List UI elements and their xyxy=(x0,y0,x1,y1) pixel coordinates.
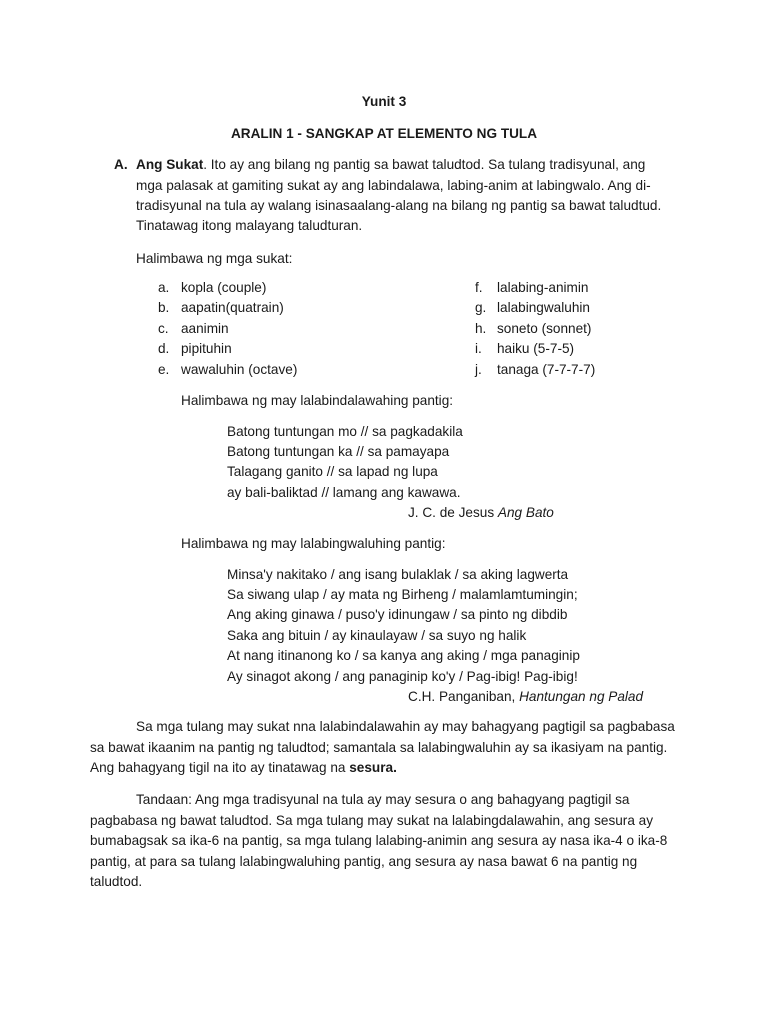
poem-line: Minsa'y nakitako / ang isang bulaklak / sa aking lagwerta xyxy=(227,567,569,582)
poem-line: Batong tuntungan ka // sa pamayapa xyxy=(227,444,450,459)
poem-line: Talagang ganito // sa lapad ng lupa xyxy=(227,464,438,479)
section-intro-line: tradisyunal na tula ay walang isinasaalang-alang na bilang ng pantig sa bawat taludtud. xyxy=(136,198,662,213)
list-item: aapatin(quatrain) xyxy=(181,300,284,315)
poem1-attribution xyxy=(408,503,554,524)
list-item-letter: d. xyxy=(158,341,170,356)
paragraph-line: pantig, at para sa tulang lalabingwaluhing pantig, ang sesura ay nasa bawat 6 na pantig ng xyxy=(90,854,638,869)
poem-work-title: Hantungan ng Palad xyxy=(519,689,644,704)
paragraph-line: taludtod. xyxy=(90,874,143,889)
paragraph-line: Sa mga tulang may sukat nna lalabindalawahin ay may bahagyang pagtigil sa pagbabasa xyxy=(136,719,675,734)
poem-line: Saka ang bituin / ay kinaulayaw / sa suyo ng halik xyxy=(227,628,527,643)
poem-line: Sa siwang ulap / ay mata ng Birheng / malamlamtumingin; xyxy=(227,587,578,602)
list-item: aanimin xyxy=(181,321,229,336)
section-intro-line: . Ito ay ang bilang ng pantig sa bawat taludtod. Sa tulang tradisyunal, ang xyxy=(203,157,646,172)
list-item-letter: c. xyxy=(158,321,169,336)
section-marker: A. xyxy=(114,157,128,172)
poem2-heading: Halimbawa ng may lalabingwaluhing pantig: xyxy=(181,536,446,551)
paragraph-line: bumabagsak sa ika-6 na pantig, sa mga tulang lalabing-animin ang sesura ay nasa ika-4 o ika-8 xyxy=(90,833,668,848)
poem2-attribution xyxy=(408,687,643,708)
list-item: lalabing-animin xyxy=(497,280,589,295)
paragraph-line: Tandaan: Ang mga tradisyunal na tula ay may sesura o ang bahagyang pagtigil sa xyxy=(136,792,630,807)
list-item: kopla (couple) xyxy=(181,280,267,295)
list-item-letter: f. xyxy=(475,280,483,295)
paragraph-line: sa bawat ikaanim na pantig ng taludtod; samantala sa lalabingwaluhin ay sa ikasiyam na pantig. xyxy=(90,740,668,755)
poem1-heading: Halimbawa ng may lalabindalawahing pantig: xyxy=(181,393,454,408)
list-item-letter: j. xyxy=(475,362,482,377)
poem-line: Ang aking ginawa / puso'y idinungaw / sa pinto ng dibdib xyxy=(227,607,568,622)
lesson-title: ARALIN 1 - SANGKAP AT ELEMENTO NG TULA xyxy=(230,126,538,141)
paragraph-line-last xyxy=(90,758,397,779)
list-item-letter: a. xyxy=(158,280,170,295)
list-item: pipituhin xyxy=(181,341,232,356)
list-item: haiku (5-7-5) xyxy=(497,341,575,356)
paragraph-line: pagbabasa ng bawat taludtod. Sa mga tulang may sukat na lalabingdalawahin, ang sesura ay xyxy=(90,813,654,828)
list-item: soneto (sonnet) xyxy=(497,321,592,336)
list-item-letter: g. xyxy=(475,300,487,315)
list-item-letter: b. xyxy=(158,300,170,315)
poem-line: ay bali-baliktad // lamang ang kawawa. xyxy=(227,485,461,500)
poem-line: Batong tuntungan mo // sa pagkadakila xyxy=(227,424,463,439)
examples-heading: Halimbawa ng mga sukat: xyxy=(136,251,293,266)
section-intro-line: Tinatawag itong malayang taludturan. xyxy=(136,218,363,233)
list-item: tanaga (7-7-7-7) xyxy=(497,362,596,377)
section-term: Ang Sukat xyxy=(136,157,204,172)
poem-line: Ay sinagot akong / ang panaginip ko'y / Pag-ibig! Pag-ibig! xyxy=(227,669,578,684)
section-intro-line: mga palasak at gamiting sukat ay ang labindalawa, labing-anim at labingwalo. Ang di- xyxy=(136,178,651,193)
list-item-letter: e. xyxy=(158,362,170,377)
section-first-line xyxy=(136,155,645,176)
list-item-letter: h. xyxy=(475,321,487,336)
unit-title: Yunit 3 xyxy=(361,94,407,109)
list-item-letter: i. xyxy=(475,341,482,356)
poem-author: C.H. Panganiban, xyxy=(408,689,516,704)
poem-author: J. C. de Jesus xyxy=(408,505,495,520)
paragraph-text: Ang bahagyang tigil na ito ay tinatawag na xyxy=(90,760,346,775)
poem-line: At nang itinanong ko / sa kanya ang aking / mga panaginip xyxy=(227,648,580,663)
poem-work-title: Ang Bato xyxy=(497,505,554,520)
list-item: wawaluhin (octave) xyxy=(181,362,298,377)
list-item: lalabingwaluhin xyxy=(497,300,590,315)
term-sesura: sesura. xyxy=(349,760,397,775)
